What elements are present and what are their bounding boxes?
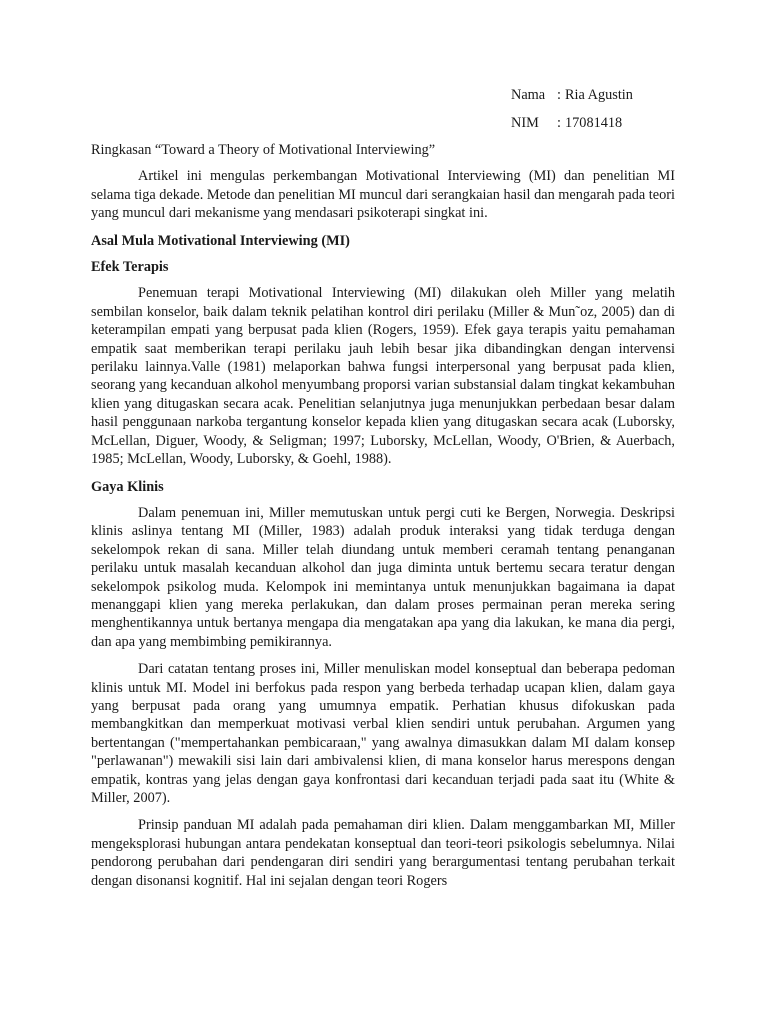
paragraph-gaya-klinis-1: Dalam penemuan ini, Miller memutuskan untuk pergi cuti ke Bergen, Norwegia. Deskripsi klinis aslinya tentang MI (Miller, 1983) adalah produk interaksi yang tidak terduga dengan sekelompok rekan di sana. Miller telah diundang untuk memberi ceramah tentang penanganan perilaku untuk masalah kecanduan alkohol dan juga diminta untuk bertemu secara teratur dengan sekelompok psikolog muda. Kelompok ini memintanya untuk menunjukkan bagaimana ia dapat menanggapi klien yang mereka perlakukan, dan dalam proses permainan peran mereka sering menghentikannya untuk bertanya mengapa dia mengatakan apa yang dia lakukan, ke mana dia pergi, dan apa yang membimbing pemikirannya. [91, 504, 675, 650]
nim-row [511, 114, 681, 133]
name-row [511, 86, 681, 105]
paragraph-efek-terapis: Penemuan terapi Motivational Interviewing (MI) dilakukan oleh Miller yang melatih sembilan konselor, baik dalam teknik pelatihan kontrol diri perilaku (Miller & Mun˜oz, 2005) dan di keterampilan empati yang berpusat pada klien (Rogers, 1959). Efek gaya terapis yaitu pemahaman empatik saat memberikan terapi perilaku jauh lebih besar jika dibandingkan dengan intervensi perilaku lainnya.Valle (1981) melaporkan bahwa fungsi interpersonal yang berpusat pada klien, seorang yang kecanduan alkohol menyumbang proporsi varian substansial dalam tingkat kekambuhan klien yang ditugaskan secara acak. Penelitian selanjutnya juga menunjukkan perbedaan besar dalam hasil penggunaan narkoba tergantung konselor kepada klien yang ditugaskan secara acak (Luborsky, McLellan, Diguer, Woody, & Seligman; 1997; Luborsky, McLellan, Woody, O'Brien, & Auerbach, 1985; McLellan, Woody, Luborsky, & Goehl, 1988). [91, 285, 675, 468]
name-label: Nama [511, 87, 546, 103]
student-identity [511, 86, 681, 133]
subsection-heading-efek-terapis: Efek Terapis [91, 259, 169, 276]
document-title: Ringkasan “Toward a Theory of Motivational Interviewing” [91, 142, 436, 158]
paragraph-gaya-klinis-2: Dari catatan tentang proses ini, Miller menuliskan model konseptual dan beberapa pedoman klinis untuk MI. Model ini berfokus pada respon yang berbeda terhadap ucapan klien, dalam gaya yang berpusat pada orang yang umumnya empatik. Perhatian khusus difokuskan pada membangkitkan dan memperkuat motivasi verbal klien sendiri untuk perubahan. Argumen yang bertentangan ("mempertahankan pembicaraan," yang awalnya dimasukkan dalam MI dalam konsep "perlawanan") mewakili sisi lain dari ambivalensi klien, di mana konselor harus merespons dengan empatik, kontras yang jelas dengan gaya konfrontasi dari kecanduan terjadi pada saat itu (White & Miller, 2007). [91, 661, 675, 806]
name-value: Ria Agustin [565, 87, 633, 103]
paragraph-gaya-klinis-3: Prinsip panduan MI adalah pada pemahaman diri klien. Dalam menggambarkan MI, Miller mengeksplorasi hubungan antara pendekatan konseptual dan teori-teori psikologis sebelumnya. Nilai pendorong perubahan dari pendengaran diri sendiri yang berargumentasi tentang perubahan terkait dengan disonansi kognitif. Hal ini sejalan dengan teori Rogers [91, 817, 675, 889]
intro-paragraph: Artikel ini mengulas perkembangan Motivational Interviewing (MI) dan penelitian MI selama tiga dekade. Metode dan penelitian MI muncul dari serangkaian hasil dan mengarah pada teori yang muncul dari mekanisme yang mendasari psikoterapi singkat ini. [91, 168, 675, 222]
subsection-heading-gaya-klinis: Gaya Klinis [91, 478, 164, 495]
nim-separator: : [557, 114, 561, 131]
nim-value: 17081418 [565, 114, 623, 131]
name-separator: : [557, 87, 561, 103]
nim-label: NIM [511, 114, 539, 131]
document-page [91, 86, 675, 899]
section-heading: Asal Mula Motivational Interviewing (MI) [91, 232, 350, 249]
